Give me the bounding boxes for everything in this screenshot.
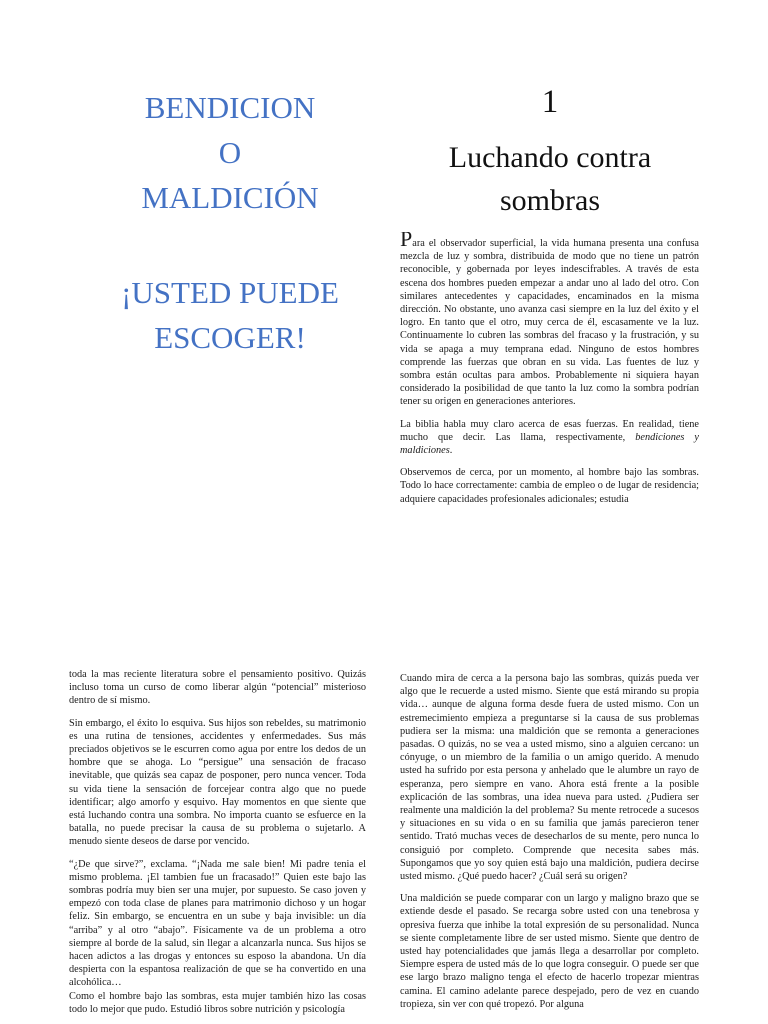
paragraph: Para el observador superficial, la vida humana presenta una confusa mezcla de luz y sombra, distribuida de modo que no tiene un patrón reconocible, y gobernada por leyes indescifrables. A través de esta escena dos hombres pueden empezar a andar uno al lado del otro. Con similares antecedentes y capacidades, encaminados en la misma dirección. No obstante, uno avanza casi siempre en la luz del éxito y el logro. En tanto que el otro, muy cerca de él, escasamente ve la luz. Continuamente lo cubren las sombras del fracaso y la frustración, y su vida se apaga a muy temprana edad. Ninguno de estos hombres comprende las fuerzas que obran en su vida. Las fuentes de luz y sombra están ocultas para ambos. Probablemente ni siquiera hayan considerado la posibilidad de que tanto la luz como la sombra podrían tener su origen en generaciones anteriores. <box>400 232 699 409</box>
chapter-title <box>390 136 710 222</box>
left-column <box>69 668 366 1024</box>
paragraph: Cuando mira de cerca a la persona bajo las sombras, quizás pueda ver algo que le recuerde a usted mismo. Siente que está mirando su propia vida… aunque de alguna forma desde fuera de usted mismo. Con un estremecimiento empieza a preguntarse si la causa de sus problemas pudiera ser la misma: una maldición que se remonta a generaciones pasadas. O quizás, no se vea a usted mismo, sino a alguien cercano: un cónyuge, o un miembro de la familia o un amigo querido. A menudo usted ha sufrido por esta persona y anhelado que le alumbre un rayo de esperanza, pero siempre en vano. Ahora está frente a la posible explicación de las sombras, una idea nueva para usted. ¿Pudiera ser realmente una maldición la del problema? Su mente retrocede a sucesos y situaciones en su vida o en su familia que jamás parecieron tener sentido. Trató muchas veces de desecharlos de su mente, pero nunca lo consiguió por completo. Comprende que necesita sabes más. Supongamos que yo soy quien está bajo una maldición, pudiera decirse usted mismo. ¿Qué puedo hacer? ¿Cuál será su origen? <box>400 673 699 883</box>
paragraph: Como el hombre bajo las sombras, esta mujer también hizo las cosas todo lo mejor que pudo. Estudió libros sobre nutrición y psicología <box>69 990 366 1015</box>
chapter-number: 1 <box>541 84 559 120</box>
book-subtitle <box>80 270 380 360</box>
paragraph: Una maldición se puede comparar con un largo y maligno brazo que se extiende desde el pasado. Se recarga sobre usted con una tenebrosa y opresiva fuerza que inhibe la total expresión de su personalidad. Nunca se siente completamente libre de ser usted mismo. Siente que dentro de usted hay potencialidades que jamás llega a desarrollar por completo. Siempre espera de usted más de lo que logra conseguir. O puede ser que ese largo brazo maligno tenga el efecto de hacerlo tropezar mientras camina. El camino adelante parece despejado, pero de vez en cuando tropieza, sin ver con qué tropezó. Por alguna <box>400 893 699 1010</box>
paragraph: Sin embargo, el éxito lo esquiva. Sus hijos son rebeldes, su matrimonio es una rutina de tensiones, accidentes y enfermedades. Sus más preciados objetivos se le escurren como agua por entre los dedos de un hombre que se ahoga. Lo “persigue” una sensación de fracaso inevitable, que quizás sea capaz de posponer, pero nunca vencer. Toda su vida tiene la sensación de forcejear contra algo que no puede identificar; algo amorfo y esquivo. Hay momentos en que siente que está luchando contra una sombra. No importa cuanto se esfuerce en la batalla, no puede precisar la causa de su problema o sujetarlo. A menudo siente deseos de darse por vencido. <box>69 717 366 848</box>
book-subtitle-line: ¡USTED PUEDE <box>121 275 339 310</box>
book-subtitle-line: ESCOGER! <box>154 320 306 355</box>
book-title-line: MALDICIÓN <box>141 180 319 215</box>
right-column <box>400 672 699 1024</box>
paragraph: “¿De que sirve?”, exclama. “¡Nada me sale bien! Mi padre tenia el mismo problema. ¡El tambien fue un fracasado!” Quien este bajo las sombras podría muy bien ser una mujer, por supuesto. Se caso joven y empezó con toda clase de planes para matrimonio dichoso y un hogar feliz. Sin embargo, se encuentra en un sube y baja invisible: un día “arriba” y al otro “abajo”. Físicamente va de un problema a otro siempre al borde de la salud, sin llegar a alcanzarla nunca. Sus hijos se hacen adictos a las drogas y entonces su esposo la abandona. Un día despierta con la espantosa realización de que se ha convertido en una alcohólica… <box>69 858 366 989</box>
paragraph: toda la mas reciente literatura sobre el pensamiento positivo. Quizás incluso toma un curso de como liberar algún “potencial” misterioso dentro de sí mismo. <box>69 669 366 707</box>
emphasis: bendiciones y maldiciones <box>400 431 699 457</box>
chapter-body <box>400 232 699 512</box>
book-title-line: O <box>218 135 242 170</box>
chapter-title-line: Luchando contra <box>448 141 652 174</box>
drop-cap: P <box>400 232 413 251</box>
book-title <box>80 85 380 220</box>
bottom-page <box>0 640 768 1024</box>
chapter-title-line: sombras <box>500 184 600 217</box>
paragraph: La biblia habla muy claro acerca de esas fuerzas. En realidad, tiene mucho que decir. Las llama, respectivamente, bendiciones y maldiciones. <box>400 418 699 457</box>
book-title-line: BENDICION <box>144 90 316 125</box>
paragraph: Observemos de cerca, por un momento, al hombre bajo las sombras. Todo lo hace correctamente: cambia de empleo o de lugar de residencia; adquiere capacidades profesionales adicionales; estudia <box>400 467 699 505</box>
